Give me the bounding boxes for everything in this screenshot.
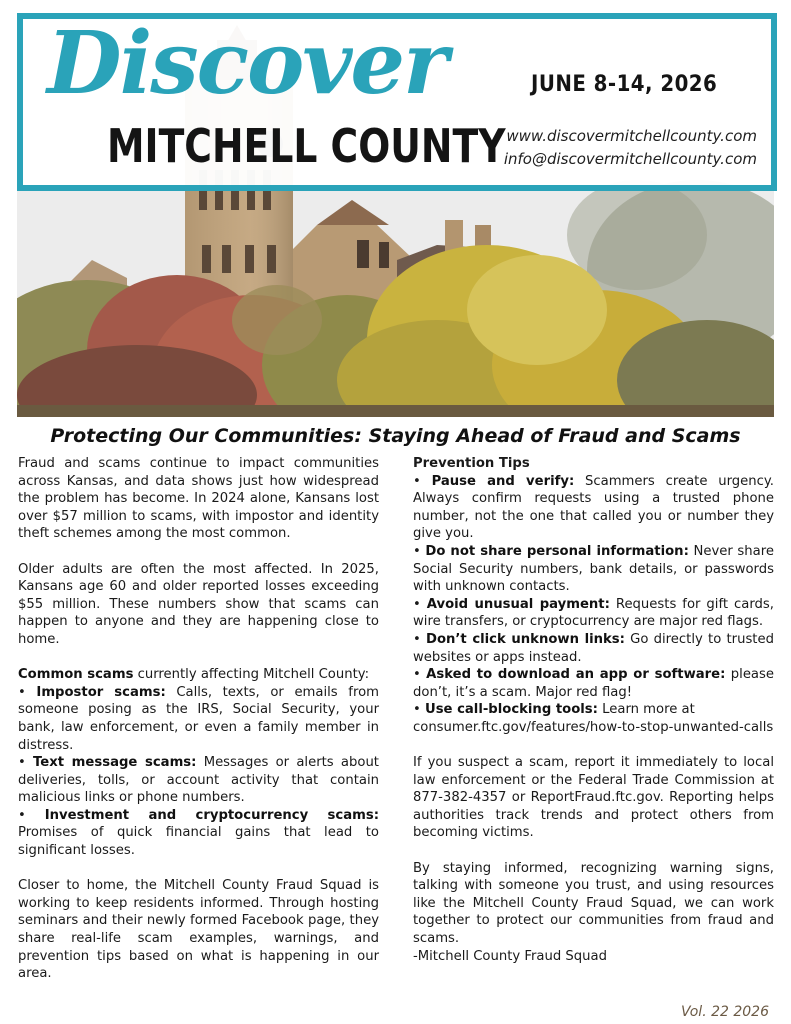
fraud-squad-paragraph: Closer to home, the Mitchell County Fraud Squad is working to keep residents informed. Through hosting seminars and their newly formed Facebook page, they share real-life scam examples, warnings, and prevention tips based on what is happening in our area. (18, 878, 379, 982)
tip-item: • Use call-blocking tools: Learn more at consumer.ftc.gov/features/how-to-stop-unwanted-calls (413, 702, 774, 735)
scam-label: Text message scams: (33, 755, 197, 771)
tip-text: Scammers create urgency. Always confirm requests using a trusted phone number, not the one that called you or number they give you. (413, 473, 774, 542)
issue-date: JUNE 8-14, 2026 (531, 72, 718, 97)
scam-text: Calls, texts, or emails from someone posing as the IRS, Social Security, your bank, law enforcement, or even a family member in distress. (18, 684, 379, 753)
masthead (17, 13, 777, 191)
tip-text: Requests for gift cards, wire transfers, or cryptocurrency are major red flags. (413, 596, 774, 630)
tip-item: • Asked to download an app or software: please don’t, it’s a scam. Major red flag! (413, 667, 774, 700)
common-scams-label: Common scams (18, 667, 134, 683)
scam-text: Messages or alerts about deliveries, tolls, or account activity that contain malicious links or phone numbers. (18, 755, 379, 806)
tip-label: Do not share personal information: (425, 543, 689, 559)
scam-text: Promises of quick financial gains that lead to significant losses. (18, 825, 379, 859)
common-scams-intro (18, 666, 379, 684)
common-scams-rest: currently affecting Mitchell County: (133, 667, 370, 683)
tip-text: Never share Social Security numbers, bank details, or passwords with unknown contacts. (413, 543, 774, 595)
tip-item: • Pause and verify: Scammers create urgency. Always confirm requests using a trusted phone number, not the one that called you or number they give you. (413, 473, 774, 542)
tip-text: Learn more at consumer.ftc.gov/features/how-to-stop-unwanted-calls (413, 702, 774, 735)
intro-paragraph: Fraud and scams continue to impact communities across Kansas, and data shows just how widespread the problem has become. In 2024 alone, Kansans lost over $57 million to scams, with impostor and identity theft schemes among the most common. (18, 456, 379, 542)
signature: -Mitchell County Fraud Squad (413, 948, 607, 964)
scam-item: • Impostor scams: Calls, texts, or emails from someone posing as the IRS, Social Security, your bank, law enforcement, or even a family member in distress. (18, 684, 379, 753)
scam-item: • Text message scams: Messages or alerts about deliveries, tolls, or account activity that contain malicious links or phone numbers. (18, 755, 379, 806)
email-link[interactable]: info@discovermitchellcounty.com (503, 150, 757, 168)
tip-item: • Avoid unusual payment: Requests for gift cards, wire transfers, or cryptocurrency are major red flags. (413, 596, 774, 630)
article-left-column (18, 455, 379, 1000)
tip-label: Don’t click unknown links: (426, 631, 625, 647)
tip-label: Asked to download an app or software: (426, 667, 726, 683)
closing-paragraph: By staying informed, recognizing warning signs, talking with someone you trust, and using resources like the Mitchell County Fraud Squad, we can work together to protect our communities from fraud and scams. (413, 860, 774, 947)
report-paragraph: If you suspect a scam, report it immediately to local law enforcement or the Federal Trade Commission at 877-382-4357 or ReportFraud.ftc.gov. Reporting helps authorities track trends and protect others from becoming victims. (413, 755, 774, 841)
tip-label: Avoid unusual payment: (426, 596, 610, 612)
scam-label: Investment and cryptocurrency scams: (44, 807, 379, 823)
article-right-column (413, 455, 774, 965)
brand-discover: Discover (47, 13, 447, 114)
article-headline: Protecting Our Communities: Staying Ahead of Fraud and Scams (50, 425, 741, 447)
tip-item: • Do not share personal information: Never share Social Security numbers, bank details, or passwords with unknown contacts. (413, 543, 774, 595)
tip-item: • Don’t click unknown links: Go directly to trusted websites or apps instead. (413, 631, 774, 665)
prevention-tips-heading: Prevention Tips (413, 456, 530, 471)
volume-label: Vol. 22 2026 (680, 1004, 769, 1020)
brand-county-name: MITCHELL COUNTY (107, 119, 506, 173)
older-adults-paragraph: Older adults are often the most affected. In 2025, Kansans age 60 and older reported losses exceeding $55 million. These numbers show that scams can happen to anyone and they are happening close to home. (18, 561, 379, 647)
scam-label: Impostor scams: (36, 684, 166, 700)
tip-text: please don’t, it’s a scam. Major red flag! (413, 667, 774, 700)
tip-label: Pause and verify: (431, 473, 575, 489)
website-link[interactable]: www.discovermitchellcounty.com (506, 127, 757, 145)
tip-text: Go directly to trusted websites or apps instead. (413, 631, 774, 665)
tip-label: Use call-blocking tools: (424, 702, 598, 718)
scam-item: • Investment and cryptocurrency scams: Promises of quick financial gains that lead to significant losses. (18, 807, 379, 859)
